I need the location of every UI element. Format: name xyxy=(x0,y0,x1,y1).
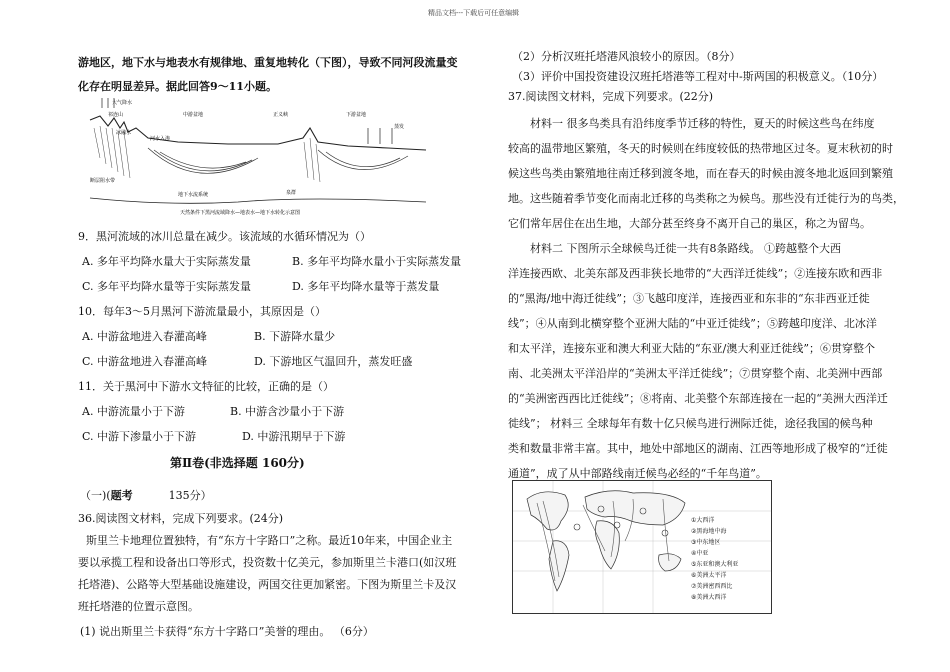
q36-sub-3: （3）评价中国投资建设汉班托塔港等工程对中-斯两国的积极意义。（10分） xyxy=(512,70,884,83)
route-circle-1 xyxy=(574,524,580,530)
route-circle-3 xyxy=(614,522,620,528)
legend-item: ②黑海地中海 xyxy=(691,528,727,535)
q10-option-b: B. 下游降水量少 xyxy=(254,330,336,343)
q9-option-c: C. 多年平均降水量等于实际蒸发量 xyxy=(82,280,252,293)
label-evap: 蒸发 xyxy=(394,124,405,130)
q36-para-1: 斯里兰卡地理位置独特，有“东方十字路口”之称。最近10年来，中国企业主 xyxy=(86,534,453,547)
label-xiayou: 下游盆地 xyxy=(346,112,367,118)
material-2-line-7: 的“美洲密西西比迁徙线”；⑧将南、北美整个东部连接在一起的“美洲大西洋迁 xyxy=(508,392,888,405)
material-1-line-3: 候这些鸟类由繁殖地往南迁移到渡冬地，而在春天的时候由渡冬地北返回到繁殖 xyxy=(508,167,893,180)
q37-stem: 37.阅读图文材料，完成下列要求。(22分) xyxy=(508,90,714,103)
q9-option-a: A. 多年平均降水量大于实际蒸发量 xyxy=(82,255,251,268)
legend-item: ③中东地区 xyxy=(691,539,721,546)
material-2-line-8: 徙线”； 材料三 全球每年有数十亿只候鸟进行洲际迁徙，途径我国的候鸟种 xyxy=(508,417,873,430)
migration-map xyxy=(512,480,772,614)
q11-option-d: D. 中游汛期早于下游 xyxy=(242,430,346,443)
label-underground: 地下水流系统 xyxy=(178,192,209,198)
q10-stem: 10．每年3～5月黑河下游流量最小，其原因是（） xyxy=(78,305,326,318)
legend-item: ④中亚 xyxy=(691,550,709,557)
groundwater-diagram xyxy=(88,98,428,218)
q10-option-a: A. 中游盆地进入春灌高峰 xyxy=(82,330,207,343)
label-qilian: 祁连山 xyxy=(108,112,124,118)
material-1-line-2: 较高的温带地区繁殖，冬天的时候则在纬度较低的热带地区过冬。夏末秋初的时 xyxy=(508,142,893,155)
material-2-line-3: 的“黑海/地中海迁徙线”；③飞越印度洋，连接西亚和东非的“东非西亚迁徙 xyxy=(508,292,870,305)
material-1-line-4: 地。这些随着季节变化而南北迁移的鸟类称之为候鸟。那些没有迁徙行为的鸟类， xyxy=(508,192,904,205)
material-2-line-10: 通道”，成了从中部路线南迁候鸟必经的“千年鸟道”。 xyxy=(508,467,767,480)
subsection-part-3: 135分） xyxy=(168,489,212,502)
section-title: 第Ⅱ卷(非选择题 160分) xyxy=(170,456,305,470)
figure-caption: 天然条件下黑河流域降水—地表水—地下水转化示意图 xyxy=(180,210,301,216)
label-river: 河水入渗 xyxy=(150,136,171,142)
label-zhongyou: 中游盆地 xyxy=(183,112,204,118)
label-spring: 泉群 xyxy=(286,190,297,196)
q10-option-c: C. 中游盆地进入春灌高峰 xyxy=(82,355,208,368)
subsection-part-1: （一)( xyxy=(80,489,111,502)
bedrock-line xyxy=(90,198,426,203)
label-icemelt: 冰融水 xyxy=(116,130,132,136)
q36-para-2: 要以承揽工程和设备出口等形式，投资数十亿美元，参加斯里兰卡港口(如汉班 xyxy=(78,556,457,569)
q9-option-b: B. 多年平均降水量小于实际蒸发量 xyxy=(292,255,462,268)
q9-option-d: D. 多年平均降水量等于蒸发量 xyxy=(292,280,440,293)
map-legend xyxy=(691,515,769,611)
q11-option-b: B. 中游含沙量小于下游 xyxy=(230,405,345,418)
legend-item: ①大西洋 xyxy=(691,517,715,524)
q10-option-d: D. 下游地区气温回升，蒸发旺盛 xyxy=(254,355,413,368)
q36-para-3: 托塔港)、公路等大型基础设施建设，两国交往更加紧密。下图为斯里兰卡及汉 xyxy=(78,578,457,591)
intro-line-2: 化存在明显差异。据此回答9～11小题。 xyxy=(78,80,277,93)
material-2-line-1: 材料二 下图所示全球候鸟迁徙一共有8条路线。 ①跨越整个大西 xyxy=(530,242,841,255)
material-2-line-6: 南、北美洲太平洋沿岸的“美洲太平洋迁徙线”；⑦贯穿整个南、北美洲中西部 xyxy=(508,367,883,380)
q36-sub-1: (1) 说出斯里兰卡获得“东方十字路口”美誉的理由。 （6分） xyxy=(80,625,374,638)
groundwater-figure xyxy=(88,98,428,218)
label-rain: 大气降水 xyxy=(112,100,133,106)
material-1-line-1: 材料一 很多鸟类具有沿纬度季节迁移的特性，夏天的时候这些鸟在纬度 xyxy=(530,117,875,130)
q36-stem: 36.阅读图文材料，完成下列要求。(24分) xyxy=(78,512,284,525)
label-zhengyi: 正义峡 xyxy=(273,112,289,118)
intro-line-1: 游地区，地下水与地表水有规律地、重复地转化（下图），导致不同河段流量变 xyxy=(78,56,458,69)
q11-option-a: A. 中游流量小于下游 xyxy=(82,405,185,418)
terrain-line xyxy=(90,116,426,150)
legend-item: ⑤东亚和澳大利亚 xyxy=(691,561,739,568)
legend-item: ⑦美洲密西西比 xyxy=(691,583,733,590)
subsection-heading xyxy=(80,487,212,503)
header-note: 精品文档---下载后可任意编辑 xyxy=(428,9,520,17)
material-2-line-9: 类和数量非常丰富。其中，地处中部地区的湖南、江西等地形成了极窄的“迁徙 xyxy=(508,442,888,455)
q9-stem: 9．黑河流域的冰川总量在减少。该流域的水循环情况为（） xyxy=(78,230,371,243)
label-fault: 断层阻水带 xyxy=(90,178,116,184)
evap-arrows xyxy=(368,128,392,144)
material-2-line-5: 和太平洋，连接东亚和澳大利亚大陆的“东亚/澳大利亚迁徙线”；⑥贯穿整个 xyxy=(508,342,875,355)
legend-item: ⑧美洲大西洋 xyxy=(691,594,727,601)
q36-sub-2: （2）分析汉班托塔港风浪较小的原因。（8分） xyxy=(512,50,741,63)
material-2-line-2: 洋连接西欧、北美东部及西非狭长地带的“大西洋迁徙线”；②连接东欧和西非 xyxy=(508,267,883,280)
q36-para-4: 班托塔港的位置示意图。 xyxy=(78,600,199,613)
route-circle-5 xyxy=(662,530,668,536)
q11-option-c: C. 中游下渗量小于下游 xyxy=(82,430,197,443)
legend-item: ⑥美洲太平洋 xyxy=(691,572,727,579)
material-1-line-5: 它们常年居住在出生地，大部分甚至终身不离开自己的巢区，称之为留鸟。 xyxy=(508,217,871,230)
flow-arcs xyxy=(148,148,408,173)
subsection-part-2: 题考 xyxy=(110,489,133,502)
material-2-line-4: 线”；④从南到北横穿整个亚洲大陆的“中亚迁徙线”；⑤跨越印度洋、北冰洋 xyxy=(508,317,877,330)
q11-stem: 11．关于黑河中下游水文特征的比较，正确的是（） xyxy=(78,380,334,393)
